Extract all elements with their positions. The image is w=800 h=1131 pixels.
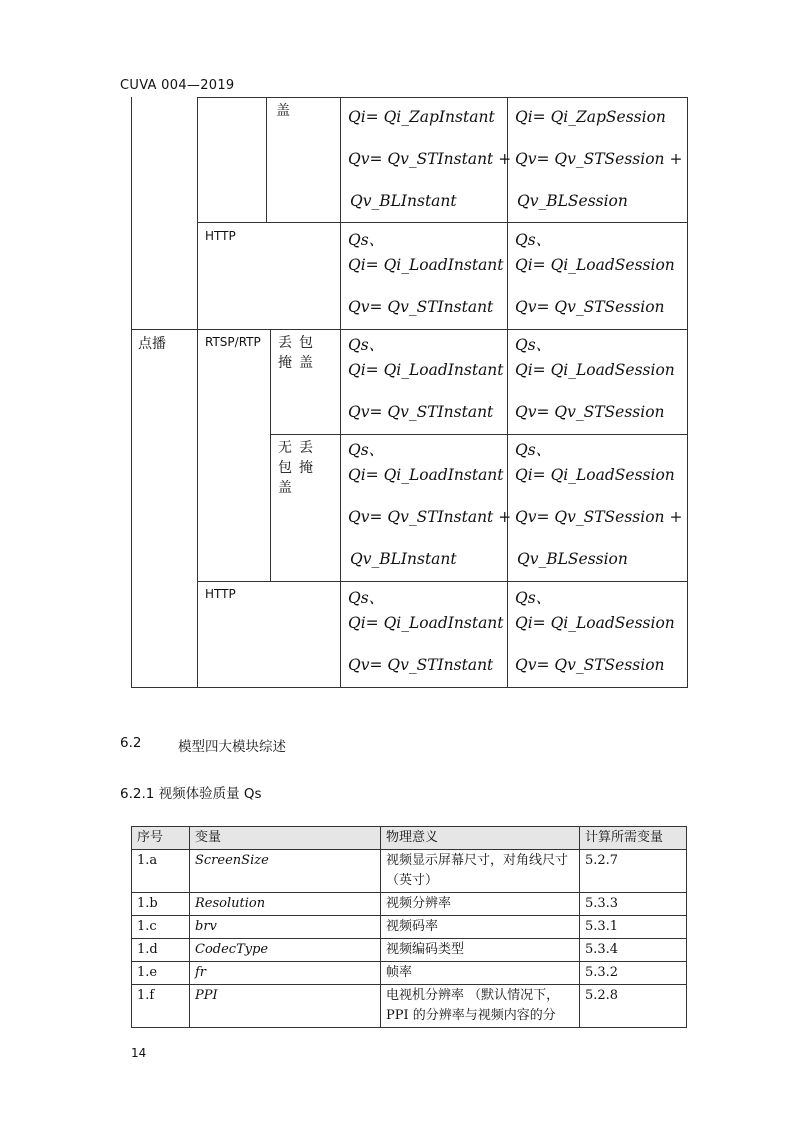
variable-meaning: 帧率 <box>381 962 580 985</box>
cell-loss-concealment-tail: 盖 <box>276 103 290 119</box>
formula-text: Qv= Qv_STInstant <box>348 656 494 674</box>
formula-text: Qv_BLInstant <box>350 192 457 210</box>
formula-text: Qi= Qi_LoadSession <box>515 466 675 484</box>
protocol-label: RTSP/RTP <box>205 335 261 349</box>
formula-text: Qs、 <box>515 589 552 607</box>
formula-text: Qv_BLSession <box>517 550 628 568</box>
formula-text: Qi= Qi_LoadInstant <box>348 256 504 274</box>
formula-text: Qi= Qi_LoadInstant <box>348 614 504 632</box>
row-id: 1.d <box>132 939 190 962</box>
cell-loss-concealment: 丢包掩盖 <box>278 335 320 371</box>
formula-text: Qs、 <box>515 231 552 249</box>
formula-text: Qs、 <box>348 441 385 459</box>
formula-text: Qi= Qi_LoadInstant <box>348 466 504 484</box>
formula-text: Qs、 <box>348 336 385 354</box>
formula-text: Qi= Qi_LoadSession <box>515 614 675 632</box>
table-row <box>132 850 687 893</box>
variable-meaning: 视频显示屏幕尺寸，对角线尺寸（英寸） <box>381 850 580 893</box>
formula-text: Qi= Qi_ZapSession <box>515 108 666 126</box>
protocol-label: HTTP <box>205 229 236 243</box>
formula-text: Qv= Qv_STSession <box>515 656 665 674</box>
variable-name: PPI <box>190 985 381 1028</box>
document-header: CUVA 004—2019 <box>120 78 235 93</box>
variable-name: brv <box>190 916 381 939</box>
table-row <box>132 939 687 962</box>
formula-text: Qi= Qi_LoadSession <box>515 361 675 379</box>
variable-ref: 5.3.1 <box>580 916 687 939</box>
row-id: 1.b <box>132 893 190 916</box>
section-number: 6.2 <box>120 735 142 751</box>
variable-ref: 5.3.4 <box>580 939 687 962</box>
variable-meaning: 视频码率 <box>381 916 580 939</box>
formula-text: Qv_BLSession <box>517 192 628 210</box>
formula-text: Qs、 <box>515 336 552 354</box>
table-header-row <box>132 827 687 850</box>
cell-no-loss-concealment: 无丢包掩盖 <box>278 440 320 496</box>
row-id: 1.c <box>132 916 190 939</box>
variable-ref: 5.3.2 <box>580 962 687 985</box>
column-header: 序号 <box>132 827 190 850</box>
column-header: 计算所需变量 <box>580 827 687 850</box>
formula-text: Qi= Qi_LoadInstant <box>348 361 504 379</box>
formula-text: Qs、 <box>515 441 552 459</box>
subsection-title: 6.2.1 视频体验质量 Qs <box>120 786 262 802</box>
variable-ref: 5.3.3 <box>580 893 687 916</box>
section-title: 模型四大模块综述 <box>178 739 286 755</box>
formula-text: Qv= Qv_STInstant <box>348 403 494 421</box>
variable-ref: 5.2.7 <box>580 850 687 893</box>
formula-text: Qv= Qv_STInstant + <box>348 508 512 526</box>
table-row <box>132 962 687 985</box>
formula-text: Qv= Qv_STSession <box>515 298 665 316</box>
row-id: 1.f <box>132 985 190 1028</box>
variable-ref: 5.2.8 <box>580 985 687 1028</box>
formula-text: Qv= Qv_STSession <box>515 403 665 421</box>
variable-meaning: 电视机分辨率 （默认情况下，PPI 的分辨率与视频内容的分 <box>381 985 580 1028</box>
formula-text: Qv= Qv_STSession + <box>515 508 683 526</box>
protocol-label: HTTP <box>205 587 236 601</box>
table-row <box>132 916 687 939</box>
variable-name: Resolution <box>190 893 381 916</box>
variables-table <box>131 826 687 1028</box>
variable-name: fr <box>190 962 381 985</box>
row-id: 1.a <box>132 850 190 893</box>
variable-name: ScreenSize <box>190 850 381 893</box>
variable-meaning: 视频编码类型 <box>381 939 580 962</box>
formula-text: Qs、 <box>348 231 385 249</box>
page-number: 14 <box>131 1046 147 1060</box>
variable-name: CodecType <box>190 939 381 962</box>
formula-text: Qi= Qi_ZapInstant <box>348 108 495 126</box>
column-header: 变量 <box>190 827 381 850</box>
formula-text: Qv_BLInstant <box>350 550 457 568</box>
service-type-vod: 点播 <box>138 336 166 352</box>
formula-text: Qv= Qv_STInstant + <box>348 150 512 168</box>
table-row <box>132 985 687 1028</box>
formula-text: Qs、 <box>348 589 385 607</box>
formula-text: Qv= Qv_STSession + <box>515 150 683 168</box>
row-id: 1.e <box>132 962 190 985</box>
formula-text: Qi= Qi_LoadSession <box>515 256 675 274</box>
column-header: 物理意义 <box>381 827 580 850</box>
variable-meaning: 视频分辨率 <box>381 893 580 916</box>
formula-text: Qv= Qv_STInstant <box>348 298 494 316</box>
table-row <box>132 893 687 916</box>
